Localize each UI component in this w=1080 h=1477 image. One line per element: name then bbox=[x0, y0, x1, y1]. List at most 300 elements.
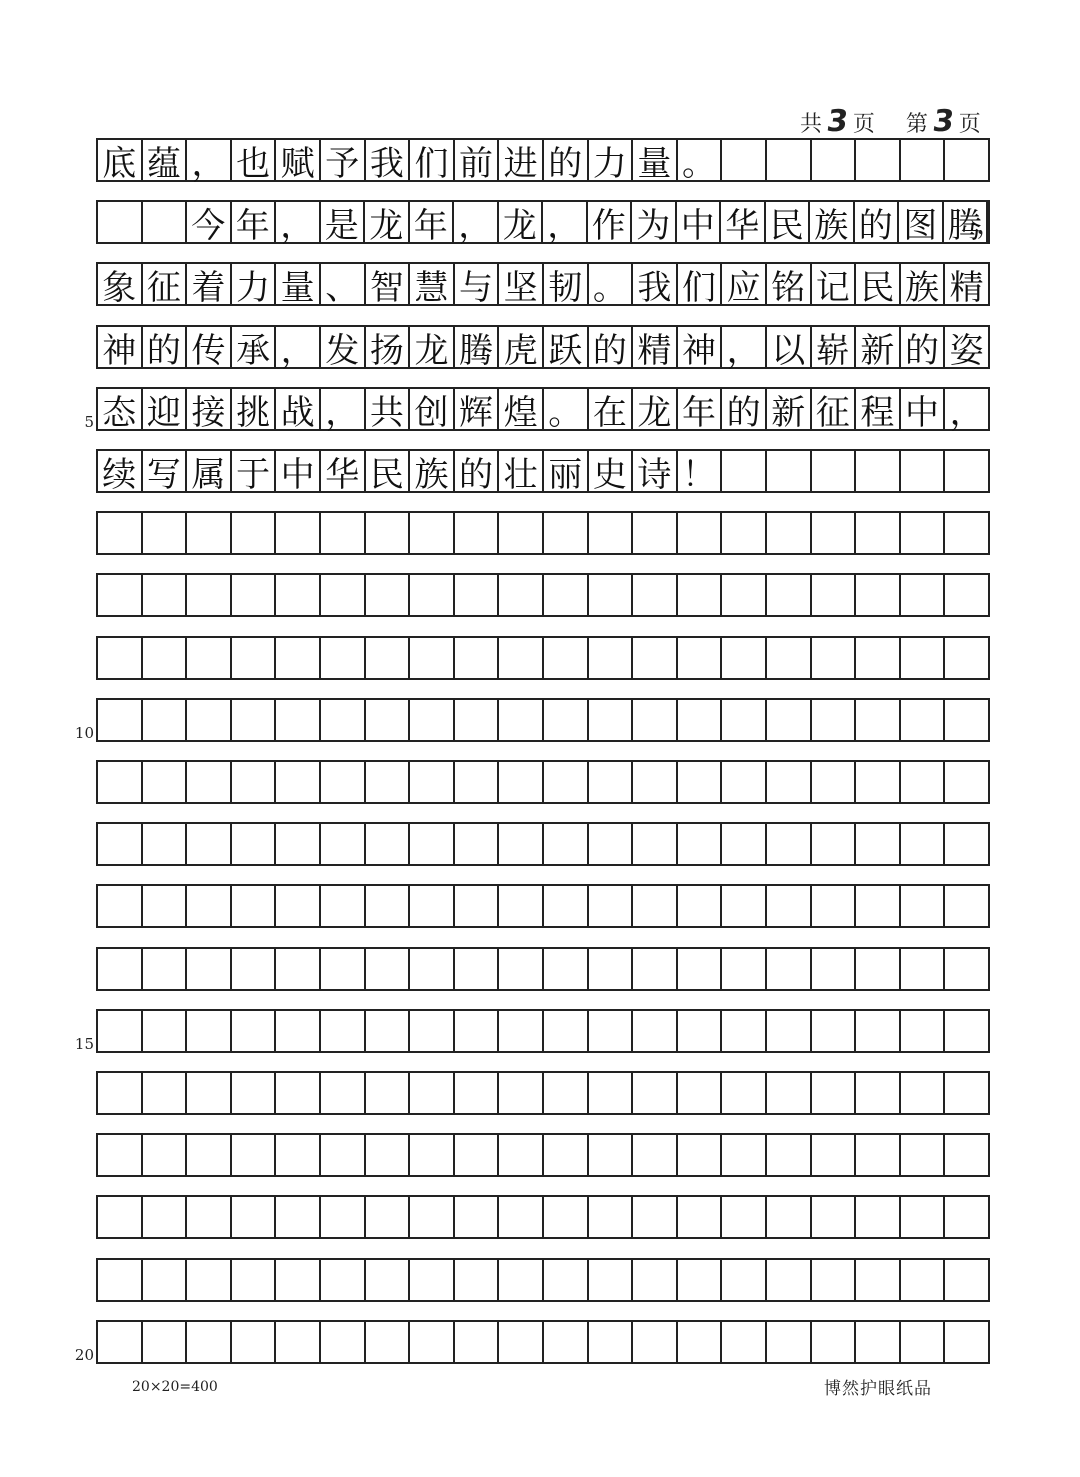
grid-cell bbox=[187, 824, 232, 864]
grid-cell bbox=[767, 575, 812, 615]
grid-cell bbox=[455, 638, 500, 678]
grid-cell bbox=[633, 1322, 678, 1362]
grid-cell bbox=[901, 762, 946, 802]
grid-cell bbox=[812, 513, 857, 553]
grid-cell: 扬 bbox=[366, 327, 411, 367]
grid-cell bbox=[98, 762, 143, 802]
grid-cell bbox=[499, 1197, 544, 1237]
grid-cell bbox=[767, 700, 812, 740]
grid-cell: 也 bbox=[232, 140, 277, 180]
grid-cell: 新 bbox=[856, 327, 901, 367]
grid-cell bbox=[901, 451, 946, 491]
grid-cell bbox=[232, 700, 277, 740]
grid-cell bbox=[722, 513, 767, 553]
grid-cell bbox=[633, 949, 678, 989]
grid-cell bbox=[499, 1073, 544, 1113]
grid-cell bbox=[410, 1322, 455, 1362]
grid-cell bbox=[856, 1135, 901, 1175]
grid-cell: ， bbox=[722, 327, 767, 367]
grid-cell bbox=[945, 824, 988, 864]
grid-cell: 赋 bbox=[276, 140, 321, 180]
current-page-value: 3 bbox=[930, 104, 958, 139]
grid-cell bbox=[366, 575, 411, 615]
grid-cell: ！ bbox=[678, 451, 723, 491]
grid-cell bbox=[856, 575, 901, 615]
grid-cell bbox=[856, 1322, 901, 1362]
grid-cell bbox=[767, 949, 812, 989]
grid-cell bbox=[276, 1011, 321, 1051]
grid-row bbox=[96, 1320, 990, 1364]
grid-cell bbox=[232, 1135, 277, 1175]
grid-cell bbox=[678, 1073, 723, 1113]
grid-cell bbox=[589, 575, 634, 615]
grid-cell: 着 bbox=[187, 264, 232, 304]
grid-cell bbox=[589, 949, 634, 989]
grid-cell bbox=[678, 513, 723, 553]
grid-cell bbox=[722, 451, 767, 491]
grid-cell bbox=[366, 638, 411, 678]
grid-cell bbox=[321, 762, 366, 802]
grid-cell bbox=[98, 513, 143, 553]
grid-cell bbox=[767, 1260, 812, 1300]
grid-cell bbox=[901, 1135, 946, 1175]
grid-cell bbox=[901, 700, 946, 740]
grid-cell bbox=[187, 1073, 232, 1113]
grid-cell: 续 bbox=[98, 451, 143, 491]
grid-cell bbox=[945, 1135, 988, 1175]
grid-cell bbox=[366, 1322, 411, 1362]
grid-cell bbox=[678, 700, 723, 740]
grid-cell bbox=[945, 886, 988, 926]
grid-cell bbox=[410, 762, 455, 802]
grid-cell bbox=[276, 513, 321, 553]
grid-cell: 中 bbox=[677, 202, 722, 242]
grid-cell: 创 bbox=[410, 389, 455, 429]
overflow-char: ， bbox=[975, 207, 1004, 240]
grid-cell bbox=[98, 886, 143, 926]
grid-cell bbox=[143, 1197, 188, 1237]
grid-cell: 的 bbox=[855, 202, 900, 242]
grid-cell bbox=[187, 949, 232, 989]
grid-cell bbox=[901, 1011, 946, 1051]
grid-cell bbox=[143, 1322, 188, 1362]
grid-cell bbox=[366, 1197, 411, 1237]
grid-cell: 挑 bbox=[232, 389, 277, 429]
grid-cell bbox=[143, 762, 188, 802]
grid-cell: 中 bbox=[901, 389, 946, 429]
grid-cell: 神 bbox=[98, 327, 143, 367]
grid-cell bbox=[633, 1011, 678, 1051]
grid-cell: 民 bbox=[856, 264, 901, 304]
grid-cell bbox=[276, 1197, 321, 1237]
grid-cell: 华 bbox=[321, 451, 366, 491]
grid-cell: 丽 bbox=[544, 451, 589, 491]
grid-cell bbox=[276, 949, 321, 989]
grid-cell bbox=[767, 824, 812, 864]
grid-cell bbox=[767, 451, 812, 491]
grid-cell bbox=[812, 1197, 857, 1237]
grid-cell: 应 bbox=[722, 264, 767, 304]
grid-cell bbox=[98, 824, 143, 864]
grid-cell bbox=[276, 1135, 321, 1175]
grid-cell bbox=[812, 1260, 857, 1300]
grid-cell bbox=[499, 638, 544, 678]
grid-cell bbox=[410, 700, 455, 740]
grid-cell bbox=[98, 1197, 143, 1237]
grid-cell: ， bbox=[276, 327, 321, 367]
grid-row bbox=[96, 822, 990, 866]
grid-cell: 们 bbox=[410, 140, 455, 180]
grid-cell: 。 bbox=[589, 264, 634, 304]
grid-cell bbox=[232, 949, 277, 989]
grid-cell bbox=[321, 886, 366, 926]
grid-cell: ， bbox=[454, 202, 499, 242]
grid-cell bbox=[276, 1260, 321, 1300]
grid-cell bbox=[499, 575, 544, 615]
grid-cell: 族 bbox=[810, 202, 855, 242]
grid-cell bbox=[455, 1073, 500, 1113]
grid-cell bbox=[722, 700, 767, 740]
grid-cell: 今 bbox=[187, 202, 232, 242]
grid-cell bbox=[366, 886, 411, 926]
grid-cell bbox=[143, 886, 188, 926]
grid-cell: 龙 bbox=[499, 202, 544, 242]
grid-cell bbox=[455, 1260, 500, 1300]
grid-cell bbox=[722, 762, 767, 802]
grid-cell bbox=[633, 575, 678, 615]
grid-cell bbox=[499, 949, 544, 989]
grid-cell bbox=[98, 1322, 143, 1362]
grid-row bbox=[96, 449, 990, 493]
grid-row bbox=[96, 698, 990, 742]
grid-cell bbox=[232, 762, 277, 802]
grid-cell bbox=[410, 638, 455, 678]
grid-cell bbox=[856, 824, 901, 864]
grid-cell bbox=[678, 1260, 723, 1300]
grid-cell bbox=[366, 1073, 411, 1113]
grid-cell bbox=[767, 886, 812, 926]
grid-row bbox=[96, 884, 990, 928]
grid-cell: 承 bbox=[232, 327, 277, 367]
grid-cell bbox=[410, 1073, 455, 1113]
grid-cell bbox=[410, 949, 455, 989]
grid-cell bbox=[633, 1260, 678, 1300]
grid-cell bbox=[767, 1011, 812, 1051]
grid-cell bbox=[589, 762, 634, 802]
grid-cell bbox=[187, 1011, 232, 1051]
grid-cell bbox=[678, 824, 723, 864]
grid-cell: 传 bbox=[187, 327, 232, 367]
grid-cell bbox=[722, 1011, 767, 1051]
grid-cell bbox=[767, 1135, 812, 1175]
grid-cell: 族 bbox=[410, 451, 455, 491]
grid-cell bbox=[901, 824, 946, 864]
page-counter bbox=[800, 104, 982, 139]
grid-cell bbox=[544, 886, 589, 926]
grid-cell bbox=[98, 575, 143, 615]
grid-cell: 坚 bbox=[499, 264, 544, 304]
grid-cell: 图 bbox=[899, 202, 944, 242]
grid-cell bbox=[455, 1135, 500, 1175]
grid-cell bbox=[187, 762, 232, 802]
grid-cell bbox=[187, 575, 232, 615]
grid-cell bbox=[812, 638, 857, 678]
grid-cell: 态 bbox=[98, 389, 143, 429]
grid-cell bbox=[410, 1260, 455, 1300]
grid-cell: 壮 bbox=[499, 451, 544, 491]
grid-cell bbox=[143, 513, 188, 553]
grid-cell bbox=[633, 700, 678, 740]
grid-cell bbox=[276, 886, 321, 926]
grid-cell: 精 bbox=[949, 267, 984, 308]
grid-cell: 龙 bbox=[365, 202, 410, 242]
grid-cell bbox=[945, 575, 988, 615]
grid-cell bbox=[901, 886, 946, 926]
grid-cell: 量 bbox=[276, 264, 321, 304]
grid-cell bbox=[544, 762, 589, 802]
grid-cell: 虎 bbox=[499, 327, 544, 367]
grid-cell bbox=[544, 1197, 589, 1237]
grid-cell: ， bbox=[543, 202, 588, 242]
grid-cell bbox=[722, 140, 767, 180]
grid-cell: 蕴 bbox=[143, 140, 188, 180]
grid-cell bbox=[321, 575, 366, 615]
grid-cell bbox=[276, 700, 321, 740]
grid-cell bbox=[945, 1322, 988, 1362]
grid-cell: 民 bbox=[366, 451, 411, 491]
grid-cell bbox=[901, 1073, 946, 1113]
grid-cell bbox=[321, 949, 366, 989]
grid-cell bbox=[856, 886, 901, 926]
grid-row bbox=[96, 760, 990, 804]
grid-cell: 接 bbox=[187, 389, 232, 429]
grid-cell bbox=[945, 638, 988, 678]
grid-cell bbox=[945, 140, 988, 180]
grid-cell: 量 bbox=[633, 140, 678, 180]
grid-cell: 象 bbox=[98, 264, 143, 304]
grid-cell: 底 bbox=[98, 140, 143, 180]
grid-cell bbox=[722, 1322, 767, 1362]
grid-cell bbox=[856, 762, 901, 802]
grid-cell: 的 bbox=[589, 327, 634, 367]
grid-cell bbox=[945, 700, 988, 740]
grid-cell bbox=[945, 513, 988, 553]
grid-cell bbox=[321, 638, 366, 678]
row-number-label: 10 bbox=[74, 724, 94, 742]
grid-cell bbox=[499, 762, 544, 802]
grid-cell bbox=[678, 1011, 723, 1051]
grid-cell bbox=[589, 1322, 634, 1362]
grid-cell: 。 bbox=[678, 140, 723, 180]
grid-cell bbox=[812, 886, 857, 926]
grid-cell bbox=[678, 638, 723, 678]
grid-cell bbox=[321, 513, 366, 553]
row-number-label: 20 bbox=[74, 1346, 94, 1364]
grid-cell bbox=[544, 575, 589, 615]
grid-cell bbox=[633, 762, 678, 802]
grid-cell bbox=[722, 824, 767, 864]
grid-cell: 在 bbox=[589, 389, 634, 429]
grid-cell bbox=[678, 1197, 723, 1237]
grid-cell bbox=[366, 824, 411, 864]
grid-cell bbox=[589, 824, 634, 864]
grid-cell bbox=[633, 1197, 678, 1237]
grid-cell: 我 bbox=[366, 140, 411, 180]
grid-cell bbox=[767, 1322, 812, 1362]
grid-cell bbox=[410, 1135, 455, 1175]
grid-cell: 诗 bbox=[633, 451, 678, 491]
grid-cell bbox=[366, 1011, 411, 1051]
grid-cell bbox=[589, 1197, 634, 1237]
grid-cell bbox=[633, 824, 678, 864]
grid-cell: 们 bbox=[678, 264, 723, 304]
grid-row bbox=[96, 511, 990, 555]
grid-cell bbox=[98, 1073, 143, 1113]
grid-cell: 属 bbox=[187, 451, 232, 491]
grid-cell: 进 bbox=[499, 140, 544, 180]
current-suffix: 页 bbox=[958, 112, 982, 137]
row-number-label: 5 bbox=[84, 413, 94, 431]
grid-cell: 前 bbox=[455, 140, 500, 180]
grid-cell bbox=[321, 700, 366, 740]
grid-cell bbox=[499, 700, 544, 740]
grid-row bbox=[96, 200, 1004, 246]
row-number-label: 15 bbox=[74, 1035, 94, 1053]
grid-cell: 我 bbox=[633, 264, 678, 304]
grid-cell bbox=[589, 1135, 634, 1175]
grid-cell bbox=[98, 700, 143, 740]
grid-cell bbox=[544, 513, 589, 553]
grid-cell bbox=[678, 1322, 723, 1362]
grid-cell: 慧 bbox=[410, 264, 455, 304]
grid-cell bbox=[232, 638, 277, 678]
grid-cell bbox=[276, 1322, 321, 1362]
grid-cell bbox=[499, 513, 544, 553]
grid-row bbox=[96, 1258, 990, 1302]
grid-cell bbox=[366, 513, 411, 553]
grid-cell bbox=[901, 1322, 946, 1362]
grid-cell bbox=[589, 1073, 634, 1113]
grid-cell bbox=[812, 575, 857, 615]
grid-cell: ， bbox=[949, 392, 984, 433]
grid-cell bbox=[678, 886, 723, 926]
grid-cell bbox=[589, 886, 634, 926]
grid-cell bbox=[321, 1135, 366, 1175]
grid-cell bbox=[410, 1197, 455, 1237]
grid-cell bbox=[143, 638, 188, 678]
grid-cell bbox=[678, 949, 723, 989]
grid-cell: 征 bbox=[143, 264, 188, 304]
grid-cell: 腾 bbox=[944, 202, 989, 242]
grid-cell bbox=[722, 1073, 767, 1113]
grid-cell bbox=[276, 824, 321, 864]
grid-cell bbox=[276, 762, 321, 802]
grid-cell bbox=[98, 1260, 143, 1300]
grid-cell bbox=[276, 638, 321, 678]
grid-row bbox=[96, 325, 990, 369]
grid-cell bbox=[812, 949, 857, 989]
grid-cell bbox=[321, 824, 366, 864]
grid-cell bbox=[722, 575, 767, 615]
grid-cell: 族 bbox=[901, 264, 946, 304]
grid-cell bbox=[187, 638, 232, 678]
grid-cell: 智 bbox=[366, 264, 411, 304]
grid-cell bbox=[366, 1135, 411, 1175]
grid-cell: 的 bbox=[901, 327, 946, 367]
grid-cell bbox=[901, 140, 946, 180]
grid-cell bbox=[143, 700, 188, 740]
grid-cell bbox=[812, 762, 857, 802]
grid-cell bbox=[187, 1135, 232, 1175]
grid-cell bbox=[143, 1011, 188, 1051]
grid-cell bbox=[812, 824, 857, 864]
grid-cell: 华 bbox=[721, 202, 766, 242]
grid-cell bbox=[232, 1197, 277, 1237]
grid-cell bbox=[321, 1260, 366, 1300]
grid-row bbox=[96, 636, 990, 680]
grid-cell bbox=[544, 949, 589, 989]
grid-cell bbox=[589, 1260, 634, 1300]
grid-row bbox=[96, 573, 990, 617]
grid-cell bbox=[901, 575, 946, 615]
grid-cell: 的 bbox=[455, 451, 500, 491]
grid-cell bbox=[499, 1260, 544, 1300]
grid-cell bbox=[321, 1011, 366, 1051]
grid-cell: 发 bbox=[321, 327, 366, 367]
grid-cell bbox=[321, 1073, 366, 1113]
grid-cell bbox=[321, 1322, 366, 1362]
grid-cell bbox=[945, 1073, 988, 1113]
grid-cell: 龙 bbox=[410, 327, 455, 367]
grid-cell bbox=[499, 1322, 544, 1362]
grid-cell: 铭 bbox=[767, 264, 812, 304]
grid-cell: 以 bbox=[767, 327, 812, 367]
grid-cell: 腾 bbox=[455, 327, 500, 367]
grid-row bbox=[96, 1195, 990, 1239]
brand-label: 博然护眼纸品 bbox=[824, 1379, 932, 1399]
grid-cell: 力 bbox=[589, 140, 634, 180]
grid-cell bbox=[455, 949, 500, 989]
grid-cell: 韧 bbox=[544, 264, 589, 304]
grid-cell: 力 bbox=[232, 264, 277, 304]
grid-cell bbox=[366, 762, 411, 802]
grid-cell bbox=[410, 824, 455, 864]
grid-cell: 中 bbox=[276, 451, 321, 491]
grid-cell: 年 bbox=[678, 389, 723, 429]
grid-cell bbox=[187, 886, 232, 926]
grid-cell: ， bbox=[187, 140, 232, 180]
grid-cell bbox=[722, 949, 767, 989]
grid-cell bbox=[589, 513, 634, 553]
grid-row bbox=[96, 947, 990, 991]
grid-cell bbox=[901, 1260, 946, 1300]
grid-cell bbox=[945, 1260, 988, 1300]
grid-cell: 史 bbox=[589, 451, 634, 491]
grid-cell bbox=[722, 1260, 767, 1300]
grid-cell bbox=[544, 1135, 589, 1175]
total-prefix: 共 bbox=[800, 112, 824, 137]
grid-cell bbox=[276, 575, 321, 615]
grid-cell bbox=[901, 513, 946, 553]
grid-cell bbox=[410, 575, 455, 615]
grid-cell: ， bbox=[276, 202, 321, 242]
grid-cell: 神 bbox=[678, 327, 723, 367]
grid-row bbox=[96, 387, 990, 431]
grid-cell bbox=[410, 513, 455, 553]
grid-cell bbox=[410, 1011, 455, 1051]
grid-cell bbox=[366, 949, 411, 989]
grid-cell: 。 bbox=[544, 389, 589, 429]
